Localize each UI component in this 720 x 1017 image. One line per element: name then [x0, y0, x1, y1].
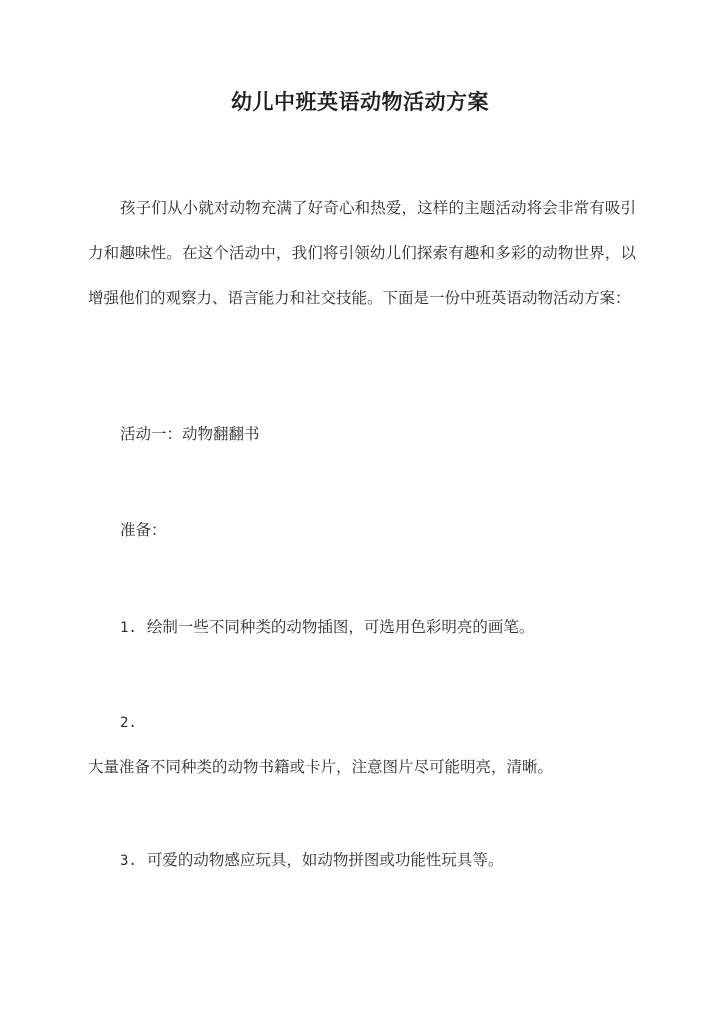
list-item-text: 绘制一些不同种类的动物插图，可选用色彩明亮的画笔。 [146, 618, 535, 636]
activity-heading: 活动一：动物翻翻书 [120, 425, 260, 443]
list-item-2-number [120, 712, 147, 733]
list-item-number: 2. [120, 715, 137, 731]
list-item-number: 1. [120, 620, 137, 636]
list-item-2-text: 大量准备不同种类的动物书籍或卡片，注意图片尽可能明亮，清晰。 [88, 758, 554, 776]
list-item-1 [120, 617, 534, 638]
intro-paragraph: 孩子们从小就对动物充满了好奇心和热爱，这样的主题活动将会非常有吸引力和趣味性。在这个活动中，我们将引领幼儿们探索有趣和多彩的动物世界，以增强他们的观察力、语言能力和社交技能。下面是一份中班英语动物活动方案： [88, 199, 636, 307]
document-title: 幼儿中班英语动物活动方案 [231, 89, 489, 114]
list-item-number: 3. [120, 853, 137, 869]
list-item-text: 可爱的动物感应玩具，如动物拼图或功能性玩具等。 [146, 851, 504, 869]
preparation-heading: 准备： [120, 521, 167, 539]
list-item-3 [120, 850, 503, 871]
